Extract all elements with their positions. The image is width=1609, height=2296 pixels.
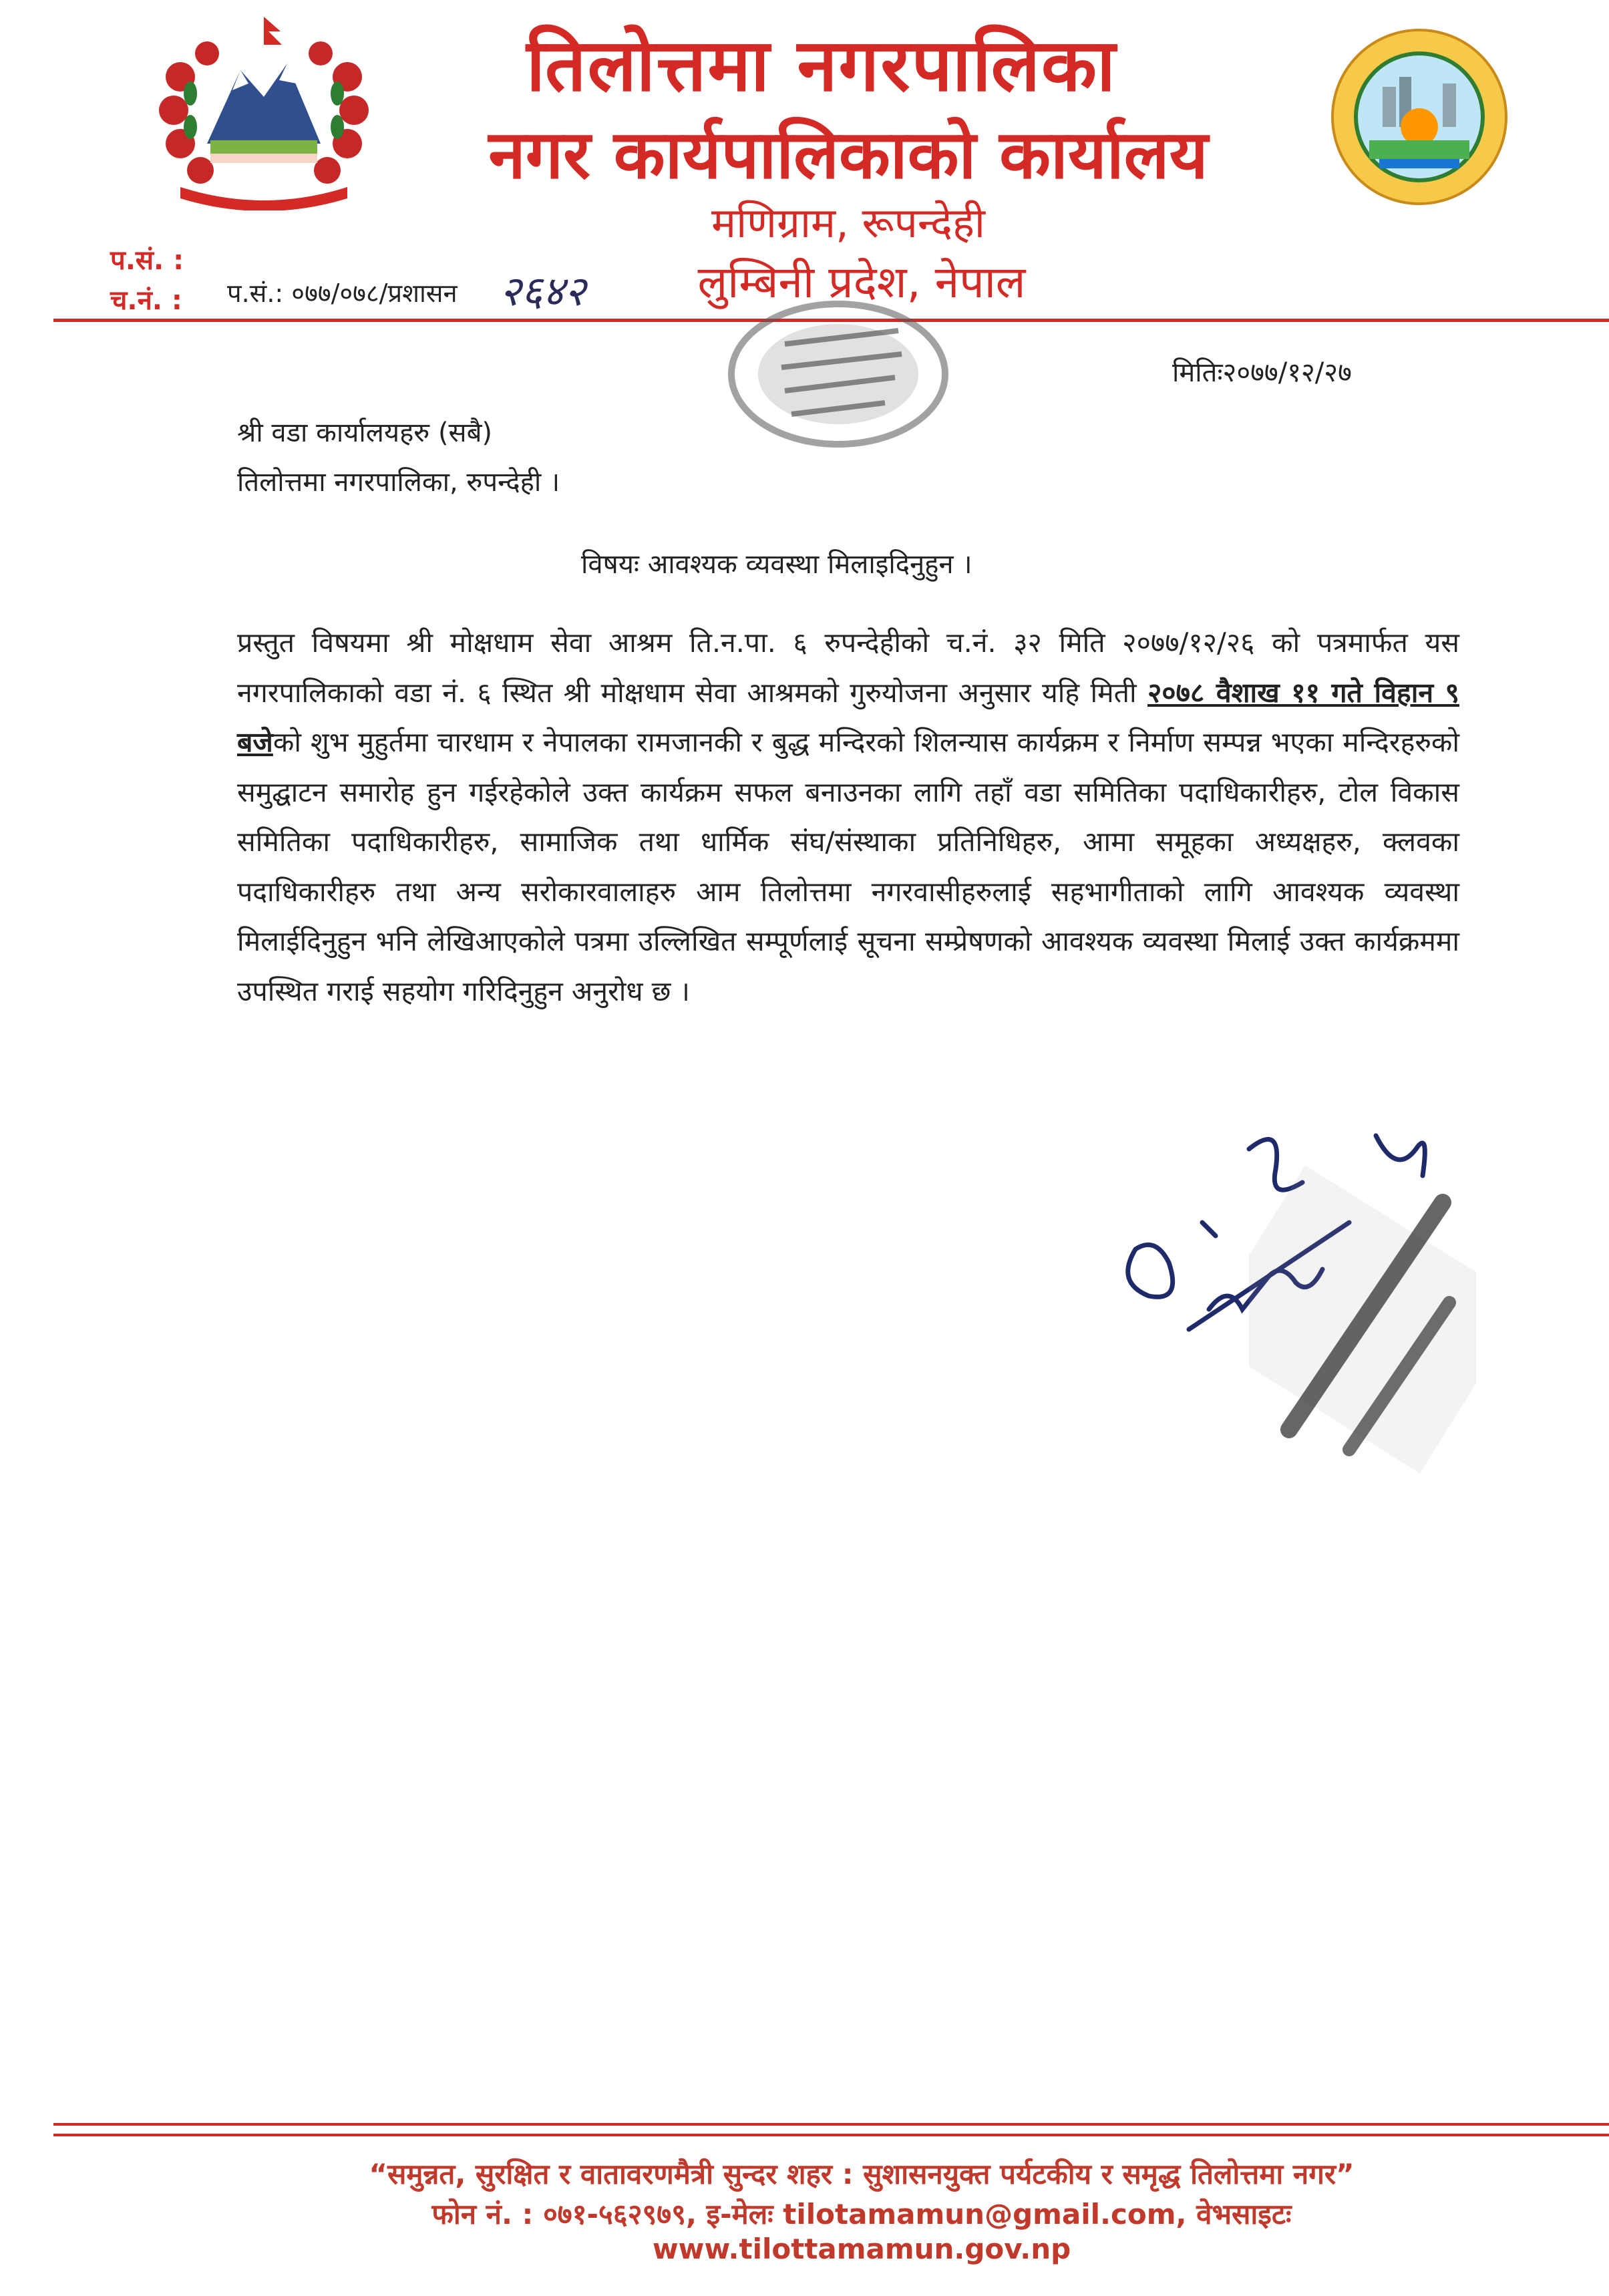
footer-divider-bottom (53, 2134, 1609, 2136)
event-datetime: २०७८ वैशाख ११ गते विहान ९ बजे (237, 676, 1459, 758)
footer-contact: फोन नं. : ०७१-५६२९७९, इ-मेलः tilotamamun@gmail.com, वेभसाइटः www.tilottamamun.gov.np (431, 2198, 1292, 2265)
address-line-2: लुम्बिनी प्रदेश, नेपाल (697, 257, 1026, 308)
reference-text: प.सं.: ०७७/०७८/प्रशासन (227, 279, 458, 308)
municipality-name: तिलोत्तमा नगरपालिका (526, 24, 1117, 108)
reference-number-handwritten: २६४२ (500, 267, 586, 315)
letter-date: मितिः२०७७/१२/२७ (1172, 357, 1352, 388)
subject: विषयः आवश्यक व्यवस्था मिलाइदिनुहुन । (581, 549, 972, 580)
body-text-part-2: को शुभ मुहुर्तमा चारधाम र नेपालका रामजानकी र बुद्ध मन्दिरको शिलन्यास कार्यक्रम र निर्माण सम्पन्न भएका मन्दिरहरुको समुद्घाटन समारोह हुन गईरहेकोले उक्त कार्यक्रम सफल बनाउनका लागि तहाँ वडा समितिका पदाधिकारीहरु, टोल विकास समितिका पदाधिकारीहरु, सामाजिक तथा धार्मिक संघ/संस्थाका प्रतिनिधिहरु, आमा समूहका अध्यक्षहरु, क्लवका पदाधिकारीहरु तथा अन्य सरोकारवालाहरु आम तिलोत्तमा नगरवासीहरुलाई सहभागीताको लागि आवश्यक व्यवस्था मिलाईदिनुहुन भनि लेखिआएकोले पत्रमा उल्लिखित सम्पूर्णलाई सूचना सम्प्रेषणको आवश्यक व्यवस्था मिलाई उक्त कार्यक्रममा उपस्थित गराई सहयोग गरिदिनुहुन अनुरोध छ । (237, 726, 1459, 1007)
recipient-line-2: तिलोत्तमा नगरपालिका, रुपन्देही । (237, 467, 560, 498)
recipient-line-1: श्री वडा कार्यालयहरु (सबै) (237, 418, 493, 448)
body-paragraph (237, 618, 1459, 1016)
nepal-government-emblem (154, 17, 374, 210)
officer-name-seal (1249, 1162, 1476, 1476)
footer-slogan: “समुन्नत, सुरक्षित र वातावरणमैत्री सुन्दर शहर : सुशासनयुक्त पर्यटकीय र समृद्ध तिलोत्तमा नगर” (369, 2158, 1355, 2190)
office-name: नगर कार्यपालिकाको कार्यालय (488, 116, 1208, 194)
address-line-1: मणिग्राम, रूपन्देही (711, 198, 985, 247)
municipality-logo (1329, 27, 1509, 207)
footer-divider-top (53, 2123, 1609, 2126)
office-stamp (725, 297, 952, 451)
body-text-part-1: प्रस्तुत विषयमा श्री मोक्षधाम सेवा आश्रम ति.न.पा. ६ रुपन्देहीको च.नं. ३२ मिति २०७७/१२/२६ को पत्रमार्फत यस नगरपालिकाको वडा नं. ६ स्थित श्री मोक्षधाम सेवा आश्रमको गुरुयोजना अनुसार यहि मिती (237, 627, 1459, 709)
label-ps: प.सं. : (110, 245, 184, 276)
label-cn: च.नं. : (110, 285, 182, 316)
